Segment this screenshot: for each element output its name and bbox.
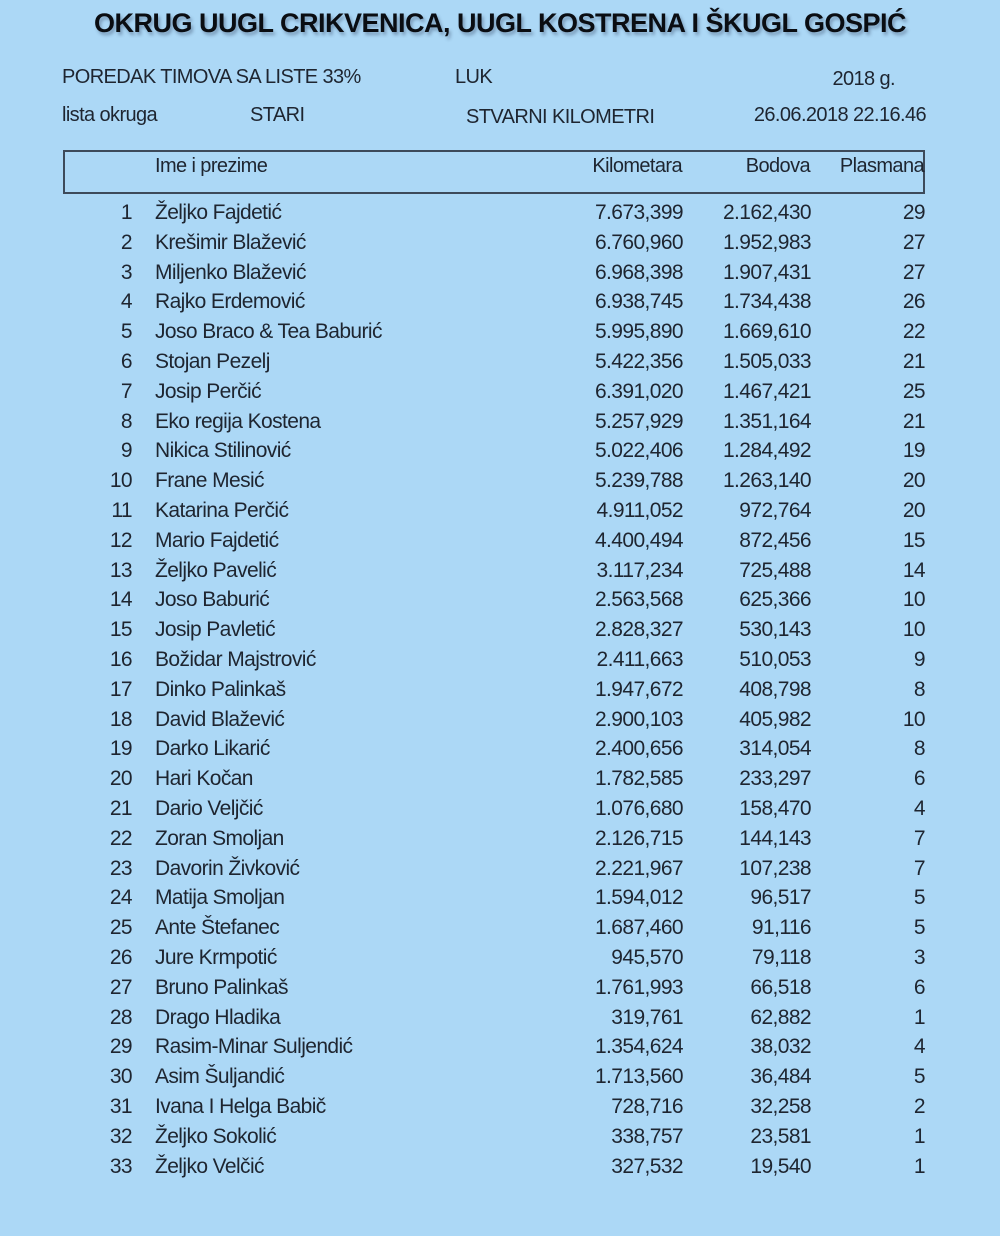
points-cell: 1.952,983 xyxy=(722,230,811,254)
rank-cell: 7 xyxy=(120,379,132,403)
points-cell: 107,238 xyxy=(739,856,811,880)
points-cell: 872,456 xyxy=(739,528,811,552)
rank-cell: 4 xyxy=(120,290,132,314)
ranking-label: POREDAK TIMOVA SA LISTE 33% xyxy=(62,66,361,88)
points-cell: 408,798 xyxy=(739,677,811,701)
name-cell: Davorin Živković xyxy=(155,856,300,880)
name-cell: Stojan Pezelj xyxy=(155,349,270,373)
table-row xyxy=(0,946,1000,976)
rank-cell: 24 xyxy=(109,886,132,910)
points-cell: 38,032 xyxy=(750,1035,811,1059)
points-cell: 530,143 xyxy=(739,618,811,642)
placements-cell: 5 xyxy=(913,916,925,940)
km-cell: 2.400,656 xyxy=(594,737,683,761)
points-cell: 91,116 xyxy=(751,916,811,940)
name-cell: Asim Šuljandić xyxy=(155,1065,285,1089)
km-cell: 5.422,356 xyxy=(594,349,683,373)
rank-cell: 13 xyxy=(109,558,132,582)
km-cell: 2.563,568 xyxy=(594,588,683,612)
placements-cell: 4 xyxy=(913,796,925,820)
km-cell: 1.782,585 xyxy=(594,767,683,791)
km-cell: 1.947,672 xyxy=(594,677,683,701)
points-cell: 1.907,431 xyxy=(722,260,811,284)
name-cell: Rajko Erdemović xyxy=(155,290,305,314)
km-type-label: STVARNI KILOMETRI xyxy=(466,106,655,128)
results-table xyxy=(0,201,1000,1184)
placements-cell: 1 xyxy=(913,1124,925,1148)
name-cell: Hari Kočan xyxy=(155,767,253,791)
header-points: Bodova xyxy=(745,155,810,177)
points-cell: 1.263,140 xyxy=(722,469,811,493)
table-row xyxy=(0,1125,1000,1155)
table-row xyxy=(0,201,1000,231)
km-cell: 2.900,103 xyxy=(594,707,683,731)
name-cell: Nikica Stilinović xyxy=(155,439,291,463)
placements-cell: 4 xyxy=(913,1035,925,1059)
placements-cell: 1 xyxy=(913,1154,925,1178)
name-cell: Dario Veljčić xyxy=(155,796,263,820)
placements-cell: 20 xyxy=(902,498,925,522)
points-cell: 625,366 xyxy=(739,588,811,612)
rank-cell: 21 xyxy=(109,796,132,820)
points-cell: 1.505,033 xyxy=(722,349,811,373)
table-row xyxy=(0,559,1000,589)
rank-cell: 15 xyxy=(109,618,132,642)
placements-cell: 7 xyxy=(913,856,925,880)
table-row xyxy=(0,1006,1000,1036)
name-cell: Darko Likarić xyxy=(155,737,270,761)
rank-cell: 23 xyxy=(109,856,132,880)
rank-cell: 28 xyxy=(109,1005,132,1029)
km-cell: 7.673,399 xyxy=(594,201,683,224)
placements-cell: 6 xyxy=(913,975,925,999)
category-label: LUK xyxy=(455,66,493,88)
page-title: OKRUG UUGL CRIKVENICA, UUGL KOSTRENA I ŠKUGL GOSPIĆ xyxy=(93,8,907,38)
placements-cell: 1 xyxy=(913,1005,925,1029)
rank-cell: 27 xyxy=(109,975,132,999)
km-cell: 4.911,052 xyxy=(596,498,683,522)
placements-cell: 10 xyxy=(902,588,925,612)
list-label: lista okruga xyxy=(62,104,158,126)
rank-cell: 25 xyxy=(109,916,132,940)
placements-cell: 27 xyxy=(902,230,925,254)
table-row xyxy=(0,767,1000,797)
km-cell: 1.761,993 xyxy=(594,975,683,999)
table-row xyxy=(0,737,1000,767)
table-row xyxy=(0,648,1000,678)
name-cell: Ivana I Helga Babič xyxy=(155,1094,326,1118)
table-row xyxy=(0,1065,1000,1095)
rank-cell: 30 xyxy=(109,1065,132,1089)
name-cell: Joso Braco & Tea Baburić xyxy=(155,320,382,344)
rank-cell: 3 xyxy=(120,260,132,284)
rank-cell: 5 xyxy=(120,320,132,344)
km-cell: 2.828,327 xyxy=(594,618,683,642)
points-cell: 1.284,492 xyxy=(722,439,811,463)
name-cell: Frane Mesić xyxy=(155,469,264,493)
name-cell: Zoran Smoljan xyxy=(155,826,284,850)
rank-cell: 32 xyxy=(109,1124,132,1148)
points-cell: 2.162,430 xyxy=(722,201,811,224)
rank-cell: 33 xyxy=(109,1154,132,1178)
table-row xyxy=(0,261,1000,291)
rank-cell: 2 xyxy=(120,230,132,254)
year-label: 2018 g. xyxy=(832,68,895,90)
name-cell: Dinko Palinkaš xyxy=(155,677,286,701)
placements-cell: 5 xyxy=(913,886,925,910)
rank-cell: 11 xyxy=(111,498,132,522)
points-cell: 23,581 xyxy=(750,1124,811,1148)
name-cell: Željko Sokolić xyxy=(155,1124,277,1148)
placements-cell: 15 xyxy=(902,528,925,552)
name-cell: Eko regija Kostena xyxy=(155,409,321,433)
points-cell: 66,518 xyxy=(750,975,811,999)
km-cell: 945,570 xyxy=(611,945,683,969)
points-cell: 158,470 xyxy=(739,796,811,820)
points-cell: 32,258 xyxy=(750,1094,811,1118)
table-row xyxy=(0,678,1000,708)
placements-cell: 6 xyxy=(913,767,925,791)
placements-cell: 26 xyxy=(902,290,925,314)
header-name: Ime i prezime xyxy=(155,155,268,177)
km-cell: 6.760,960 xyxy=(594,230,683,254)
table-row xyxy=(0,350,1000,380)
placements-cell: 20 xyxy=(902,469,925,493)
rank-cell: 31 xyxy=(109,1094,132,1118)
km-cell: 327,532 xyxy=(611,1154,683,1178)
km-cell: 2.411,663 xyxy=(596,647,683,671)
placements-cell: 8 xyxy=(913,677,925,701)
placements-cell: 29 xyxy=(902,201,925,224)
points-cell: 144,143 xyxy=(739,826,811,850)
table-row xyxy=(0,618,1000,648)
placements-cell: 21 xyxy=(902,349,925,373)
points-cell: 1.467,421 xyxy=(722,379,811,403)
km-cell: 5.995,890 xyxy=(594,320,683,344)
table-row xyxy=(0,976,1000,1006)
rank-cell: 8 xyxy=(120,409,132,433)
km-cell: 5.257,929 xyxy=(594,409,683,433)
km-cell: 338,757 xyxy=(611,1124,683,1148)
placements-cell: 7 xyxy=(913,826,925,850)
name-cell: Željko Velčić xyxy=(155,1154,264,1178)
table-row xyxy=(0,320,1000,350)
km-cell: 6.938,745 xyxy=(594,290,683,314)
points-cell: 96,517 xyxy=(750,886,811,910)
table-row xyxy=(0,499,1000,529)
name-cell: David Blažević xyxy=(155,707,285,731)
name-cell: Drago Hladika xyxy=(155,1005,281,1029)
table-row xyxy=(0,588,1000,618)
placements-cell: 5 xyxy=(913,1065,925,1089)
table-row xyxy=(0,1155,1000,1185)
table-row xyxy=(0,1095,1000,1125)
placements-cell: 27 xyxy=(902,260,925,284)
table-row xyxy=(0,797,1000,827)
km-cell: 2.126,715 xyxy=(594,826,683,850)
points-cell: 314,054 xyxy=(739,737,811,761)
points-cell: 62,882 xyxy=(750,1005,811,1029)
rank-cell: 10 xyxy=(109,469,132,493)
points-cell: 79,118 xyxy=(751,945,811,969)
placements-cell: 19 xyxy=(902,439,925,463)
km-cell: 1.354,624 xyxy=(594,1035,683,1059)
name-cell: Rasim-Minar Suljendić xyxy=(155,1035,353,1059)
points-cell: 510,053 xyxy=(739,647,811,671)
name-cell: Josip Perčić xyxy=(155,379,262,403)
points-cell: 1.351,164 xyxy=(722,409,811,433)
km-cell: 1.594,012 xyxy=(594,886,683,910)
table-row xyxy=(0,469,1000,499)
rank-cell: 12 xyxy=(109,528,132,552)
header-placements: Plasmana xyxy=(839,155,924,177)
name-cell: Matija Smoljan xyxy=(155,886,285,910)
points-cell: 972,764 xyxy=(739,498,811,522)
name-cell: Jure Krmpotić xyxy=(155,945,277,969)
placements-cell: 21 xyxy=(902,409,925,433)
rank-cell: 18 xyxy=(109,707,132,731)
name-cell: Božidar Majstrović xyxy=(155,647,316,671)
points-cell: 233,297 xyxy=(739,767,811,791)
table-row xyxy=(0,708,1000,738)
rank-cell: 16 xyxy=(109,647,132,671)
rank-cell: 22 xyxy=(109,826,132,850)
km-cell: 1.713,560 xyxy=(594,1065,683,1089)
points-cell: 1.669,610 xyxy=(722,320,811,344)
table-row xyxy=(0,916,1000,946)
table-row xyxy=(0,380,1000,410)
placements-cell: 9 xyxy=(913,647,925,671)
name-cell: Miljenko Blažević xyxy=(155,260,306,284)
placements-cell: 10 xyxy=(902,707,925,731)
placements-cell: 8 xyxy=(913,737,925,761)
table-row xyxy=(0,439,1000,469)
name-cell: Katarina Perčić xyxy=(155,498,289,522)
table-row xyxy=(0,886,1000,916)
name-cell: Krešimir Blažević xyxy=(155,230,306,254)
datetime-label: 26.06.2018 22.16.46 xyxy=(753,104,926,126)
name-cell: Željko Pavelić xyxy=(155,558,277,582)
km-cell: 6.391,020 xyxy=(594,379,683,403)
km-cell: 3.117,234 xyxy=(596,558,683,582)
table-row xyxy=(0,231,1000,261)
rank-cell: 29 xyxy=(109,1035,132,1059)
points-cell: 1.734,438 xyxy=(722,290,811,314)
points-cell: 405,982 xyxy=(739,707,811,731)
placements-cell: 2 xyxy=(913,1094,925,1118)
rank-cell: 26 xyxy=(109,945,132,969)
km-cell: 1.687,460 xyxy=(594,916,683,940)
table-row xyxy=(0,529,1000,559)
points-cell: 725,488 xyxy=(739,558,811,582)
table-row xyxy=(0,410,1000,440)
km-cell: 4.400,494 xyxy=(594,528,683,552)
km-cell: 1.076,680 xyxy=(594,796,683,820)
name-cell: Mario Fajdetić xyxy=(155,528,279,552)
header-km: Kilometara xyxy=(592,155,682,177)
km-cell: 728,716 xyxy=(611,1094,683,1118)
rank-cell: 20 xyxy=(109,767,132,791)
name-cell: Bruno Palinkaš xyxy=(155,975,288,999)
km-cell: 5.239,788 xyxy=(594,469,683,493)
list-value: STARI xyxy=(250,104,305,126)
placements-cell: 14 xyxy=(902,558,925,582)
name-cell: Ante Štefanec xyxy=(155,916,280,940)
km-cell: 6.968,398 xyxy=(594,260,683,284)
placements-cell: 10 xyxy=(902,618,925,642)
name-cell: Josip Pavletić xyxy=(155,618,275,642)
points-cell: 19,540 xyxy=(750,1154,811,1178)
rank-cell: 17 xyxy=(109,677,132,701)
table-row xyxy=(0,290,1000,320)
table-row xyxy=(0,857,1000,887)
table-row xyxy=(0,827,1000,857)
name-cell: Joso Baburić xyxy=(155,588,270,612)
table-row xyxy=(0,1035,1000,1065)
rank-cell: 9 xyxy=(120,439,132,463)
rank-cell: 6 xyxy=(120,349,132,373)
km-cell: 5.022,406 xyxy=(594,439,683,463)
rank-cell: 19 xyxy=(109,737,132,761)
points-cell: 36,484 xyxy=(750,1065,811,1089)
placements-cell: 25 xyxy=(902,379,925,403)
km-cell: 2.221,967 xyxy=(594,856,683,880)
km-cell: 319,761 xyxy=(611,1005,683,1029)
name-cell: Željko Fajdetić xyxy=(155,201,282,224)
rank-cell: 1 xyxy=(120,201,132,224)
rank-cell: 14 xyxy=(109,588,132,612)
placements-cell: 22 xyxy=(902,320,925,344)
placements-cell: 3 xyxy=(913,945,925,969)
